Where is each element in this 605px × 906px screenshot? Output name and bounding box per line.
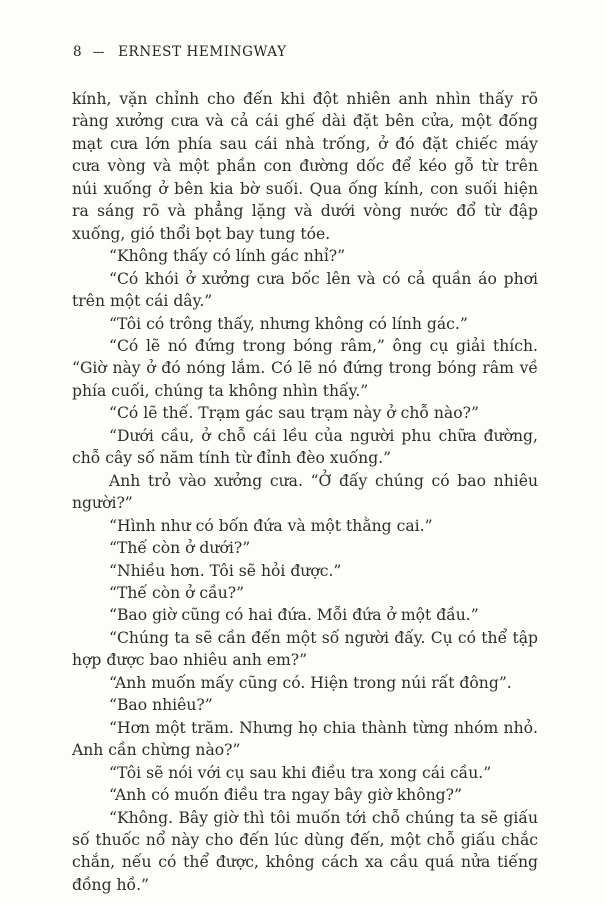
- header-separator: ---: [92, 44, 104, 60]
- paragraph: “Có khói ở xưởng cưa bốc lên và có cả quần áo phơi trên một cái dây.”: [72, 269, 538, 311]
- paragraph: “Hơn một trăm. Nhưng họ chia thành từng nhóm nhỏ. Anh cần chừng nào?”: [72, 718, 538, 760]
- paragraph: “Thế còn ở dưới?”: [109, 539, 251, 558]
- page-header: [73, 44, 287, 60]
- body-text: [72, 88, 538, 896]
- paragraph: “Chúng ta sẽ cần đến một số người đấy. Cụ có thể tập hợp được bao nhiêu anh em?”: [72, 628, 538, 670]
- paragraph: “Có lẽ nó đứng trong bóng râm,” ông cụ giải thích. “Giờ này ở đó nóng lắm. Có lẽ nó đứng trong bóng râm về phía cuối, chúng ta không nhìn thấy.”: [72, 336, 538, 400]
- page-number: 8: [73, 44, 82, 60]
- paragraph: “Không. Bây giờ thì tôi muốn tới chỗ chúng ta sẽ giấu số thuốc nổ này cho đến lúc dùng đến, một chỗ giấu chắc chắn, nếu có thể được, không cách xa cầu quá nửa tiếng đồng hồ.”: [72, 808, 538, 894]
- paragraph: “Tôi có trông thấy, nhưng không có lính gác.”: [109, 314, 468, 333]
- paragraph: “Hình như có bốn đứa và một thằng cai.”: [109, 516, 433, 535]
- paragraph: “Dưới cầu, ở chỗ cái lều của người phu chữa đường, chỗ cây số năm tính từ đỉnh đèo xuống.”: [72, 426, 538, 468]
- paragraph: “Anh có muốn điều tra ngay bây giờ không?”: [109, 786, 462, 805]
- paragraph: Anh trỏ vào xưởng cưa. “Ở đấy chúng có bao nhiêu người?”: [72, 471, 538, 513]
- paragraph: “Không thấy có lính gác nhỉ?”: [109, 247, 346, 266]
- paragraph: “Bao giờ cũng có hai đứa. Mỗi đứa ở một đầu.”: [109, 606, 479, 625]
- paragraph: “Anh muốn mấy cũng có. Hiện trong núi rất đông”.: [109, 673, 512, 692]
- paragraph: “Thế còn ở cầu?”: [109, 583, 245, 602]
- paragraph: “Có lẽ thế. Trạm gác sau trạm này ở chỗ nào?”: [109, 404, 479, 423]
- paragraph-continuation: kính, vặn chỉnh cho đến khi đột nhiên anh nhìn thấy rõ ràng xưởng cưa và cả cái ghế dài đặt bên cửa, một đống mạt cưa lớn phía sau cái nhà trống, ở đó đặt chiếc máy cưa vòng và một phần con đường dốc để kéo gỗ từ trên núi xuống ở bên kia bờ suối. Qua ống kính, con suối hiện ra sáng rõ và phẳng lặng và dưới vòng nước đổ từ đập xuống, gió thổi bọt bay tung tóe.: [72, 90, 538, 243]
- paragraph: “Bao nhiêu?”: [109, 696, 213, 715]
- paragraph: “Nhiều hơn. Tôi sẽ hỏi được.”: [109, 561, 342, 580]
- paragraph: “Tôi sẽ nói với cụ sau khi điều tra xong cái cầu.”: [109, 763, 492, 782]
- author-name: ERNEST HEMINGWAY: [118, 44, 287, 60]
